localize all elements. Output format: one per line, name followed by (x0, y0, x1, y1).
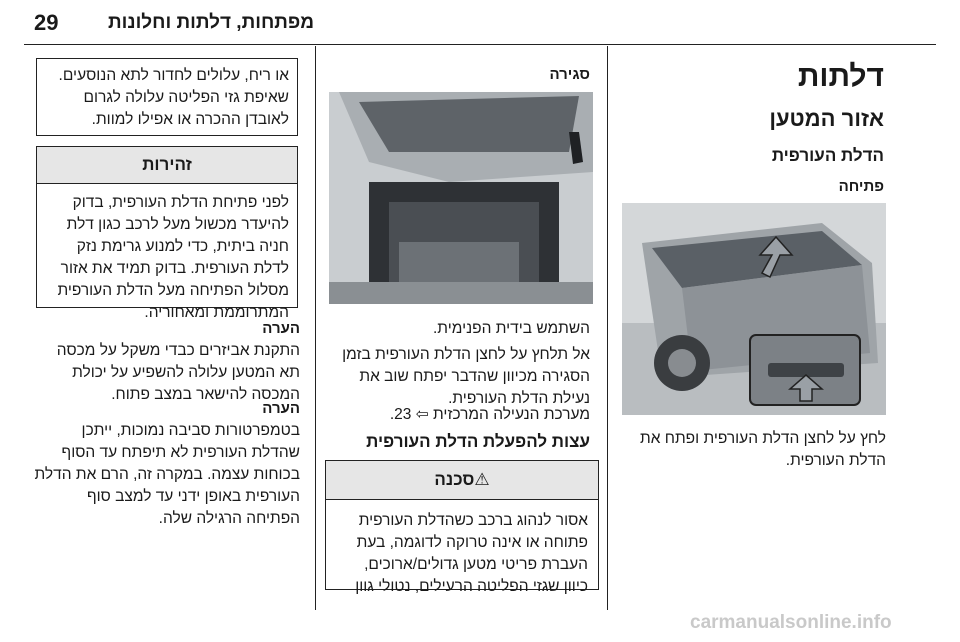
caution-title: זהירות (37, 147, 297, 184)
section-title-tailgate: הדלת העורפית (771, 146, 884, 165)
subsection-title-opening: פתיחה (838, 178, 884, 195)
caution-line: חניה ביתית, כדי למנוע גרימת נזק (76, 238, 289, 255)
note-line: בכוחות עצמה. במקרה זה, הרם את הדלת (34, 466, 300, 483)
danger-line: אסור לנהוג ברכב כשהדלת העורפית (358, 512, 588, 529)
note-line: תא המטען עלולה להשפיע על יכולת (72, 364, 300, 381)
column-divider-left (315, 46, 316, 610)
danger-line: פתוחה או אינה טרוקה לדוגמה, בעת (356, 534, 588, 551)
column-divider-right (607, 46, 608, 610)
danger-line: או ריח, עלולים לחדור לתא הנוסעים. (58, 67, 289, 84)
danger-line: שאיפת גזי הפליטה עלולה לגרום (83, 89, 289, 106)
subsection-title-closing: סגירה (549, 66, 590, 83)
paragraph-line: הסגירה מכיוון שהדבר יפתח שוב את (359, 368, 590, 385)
section-title-tailgate-tips: עצות להפעלת הדלת העורפית (366, 432, 590, 451)
caution-line: מסלול הפתיחה מעל הדלת העורפית (57, 282, 289, 299)
caution-line: להיעדר מכשול מעל לרכב כגון דלת (66, 216, 289, 233)
paragraph-line: נעילת הדלת העורפית. (448, 390, 590, 407)
caution-line: לדלת העורפית. בדוק תמיד את אזור (60, 260, 289, 277)
tailgate-opening-illustration (622, 203, 886, 415)
caution-line: המתרוממת ומאחוריה. (144, 304, 289, 321)
section-title-cargo-area: אזור המטען (769, 106, 884, 131)
note-line: העורפית באופן ידני עד למצב סוף (86, 488, 300, 505)
danger-continuation-box (36, 58, 298, 136)
closing-paragraph-2 (320, 344, 590, 410)
caution-box (36, 146, 298, 321)
tailgate-closing-illustration (329, 92, 593, 304)
closing-paragraph-1: השתמש בידית הפנימית. (433, 320, 590, 337)
note-low-temperature (18, 398, 300, 530)
note-title: הערה (262, 400, 300, 417)
danger-line: העברת פריטי מטען גדולים/ארוכים, (364, 556, 588, 573)
caution-line: לפני פתיחת הדלת העורפית, בדוק (72, 194, 289, 211)
note-line: בטמפרטורות סביבה נמוכות, ייתכן (81, 422, 300, 439)
watermark-text: carmanualsonline.info (690, 612, 892, 633)
opening-caption (616, 428, 886, 472)
danger-title: ⚠סכנה (326, 461, 598, 500)
danger-line: לאובדן ההכרה או אפילו למוות. (91, 111, 289, 128)
danger-box (325, 460, 599, 595)
note-line: הפתיחה הרגילה שלה. (158, 510, 300, 527)
tailgate-closing-photo (329, 92, 593, 304)
danger-text (326, 500, 598, 598)
caption-line: לחץ על לחצן הדלת העורפית ופתח את (640, 430, 886, 447)
section-title-doors: דלתות (797, 60, 884, 93)
header-rule (24, 44, 936, 45)
note-heavy-accessories (28, 318, 300, 406)
note-line: המכסה להישאר במצב פתוח. (111, 386, 300, 403)
tailgate-opening-photo (622, 203, 886, 415)
running-title: מפתחות, דלתות וחלונות (108, 12, 315, 33)
caption-line: הדלת העורפית. (785, 452, 886, 469)
paragraph-line: אל תלחץ על לחצן הדלת העורפית בזמן (342, 346, 590, 363)
danger-line: כיוון שגזי הפליטה הרעילים, נטולי גוון (355, 578, 588, 595)
central-locking-reference[interactable]: מערכת הנעילה המרכזית ⇦ 23. (389, 406, 590, 423)
page-number: 29 (34, 10, 59, 35)
caution-text (37, 184, 297, 324)
danger-continuation-text (43, 65, 289, 131)
page-header (0, 6, 960, 38)
note-title: הערה (262, 320, 300, 337)
note-line: התקנת אביזרים כבדי משקל על מכסה (56, 342, 300, 359)
note-line: שהדלת העורפית לא תיפתח עד הסוף (61, 444, 300, 461)
